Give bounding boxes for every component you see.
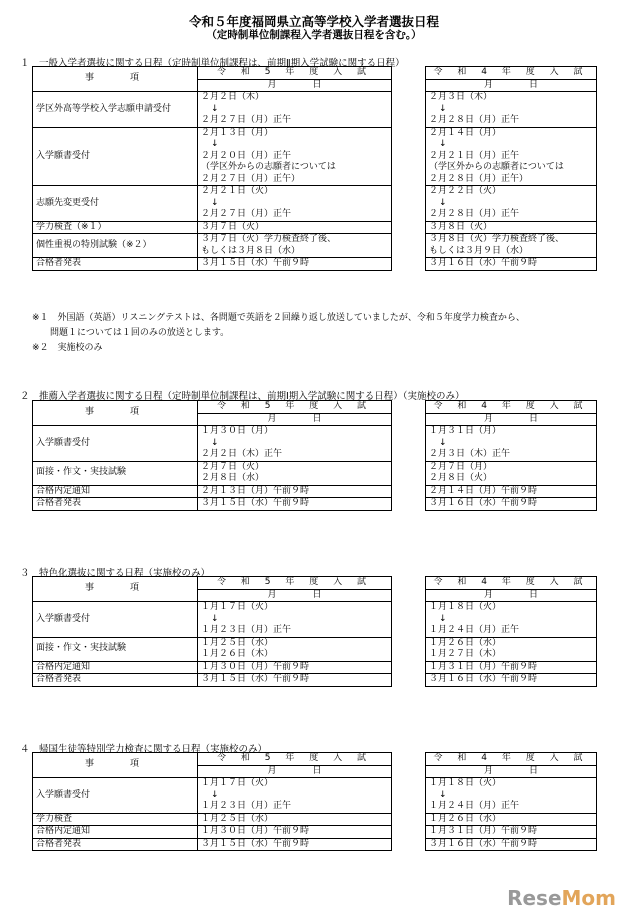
date-r4-line: （学区外からの志願者については [429,162,564,172]
header-date: 月 日 [198,413,392,426]
section-heading: ３ 特色化選抜に関する日程（実施校のみ） [20,568,211,579]
footnote: 問題１については１回のみの放送とします。 [32,328,230,338]
header-r4: 令 和 4 年 度 入 試 [426,753,597,766]
date-r4-line: １月２６日（水） [429,637,502,648]
table-row [426,838,597,851]
page-subtitle: （定時制単位制課程入学者選抜日程を含む。） [206,29,422,41]
row-date-r5 [198,661,392,674]
row-date-r5 [198,813,392,826]
row-item: 合格者発表 [33,258,198,271]
date-r5-line: ３月１５日（水）午前９時 [201,258,310,268]
date-r5-line: １月２６日（木） [201,649,274,659]
table-row [426,234,597,258]
footnote: ※１ 外国語（英語）リスニングテストは、各問題で英語を２回繰り返し放送していましたが、令和５年度学力検査から、 [32,313,525,323]
header-date: 月 日 [426,413,597,426]
row-date-r4 [426,661,597,674]
header-date: 月 日 [198,79,392,92]
row-item: 面接・作文・実技試験 [33,461,198,485]
row-item: 学区外高等学校入学志願申請受付 [33,92,198,128]
row-date-r4 [426,498,597,511]
date-r5-line: ２月２０日（月）正午 [201,150,292,161]
date-r4-line: ２月３日（木）正午 [429,449,511,459]
date-r4-line: ３月１６日（水）午前９時 [429,498,538,508]
header-r5: 令 和 5 年 度 入 試 [198,67,392,80]
date-r5-line: ２月７日（火） [201,461,265,472]
row-item: 合格者発表 [33,498,198,511]
date-r5-line: ２月８日（水） [201,473,265,483]
row-date-r5 [198,186,392,222]
table-row [426,426,597,462]
date-r4-line: ２月２８日（月）正午 [429,209,520,219]
table-row [33,186,392,222]
date-r5-line: ３月１５日（水）午前９時 [201,674,310,684]
date-r5-line: ２月２１日（火） [201,186,274,196]
row-date-r5 [198,826,392,839]
header-date: 月 日 [426,79,597,92]
table-row [33,221,392,234]
row-item: 入学願書受付 [33,127,198,186]
schedule-table-r5 [32,752,392,851]
schedule-table-r4 [425,576,597,687]
date-r4-line: ２月３日（木） [429,92,493,102]
date-r5-line: ３月７日（火）学力検査終了後、 [201,234,337,244]
row-date-r5 [198,426,392,462]
row-date-r4 [426,234,597,258]
table-row [426,826,597,839]
row-date-r5 [198,602,392,638]
table-row [426,258,597,271]
down-arrow-icon: ↓ [439,139,447,149]
table-row [426,602,597,638]
date-r4-line: ３月１６日（水）午前９時 [429,838,538,849]
date-r4-line: ３月８日（火） [429,221,493,232]
down-arrow-icon: ↓ [439,437,447,448]
date-r4-line: １月３１日（月）午前９時 [429,826,538,836]
date-r5-line: ２月２日（木）正午 [201,449,283,459]
date-r5-line: １月２３日（月）正午 [201,625,292,635]
date-r5-line: ２月２７日（月）正午） [201,173,301,184]
header-item: 事 項 [33,753,198,778]
date-r4-line: ３月１６日（水）午前９時 [429,258,538,268]
date-r4-line: ２月２８日（月）正午） [429,173,529,184]
schedule-table-r4 [425,400,597,511]
date-r4-line: １月１８日（火） [429,778,502,788]
date-r4-line: １月３１日（月）午前９時 [429,661,538,672]
down-arrow-icon: ↓ [439,789,447,800]
row-item: 入学願書受付 [33,426,198,462]
section-heading: ４ 帰国生徒等特別学力検査に関する日程（実施校のみ） [20,744,268,755]
row-item: 合格内定通知 [33,661,198,674]
date-r4-line: １月２４日（月）正午 [429,625,520,635]
date-r5-line: １月１７日（火） [201,602,274,612]
table-row [426,92,597,128]
table-row [33,661,392,674]
table-row [33,813,392,826]
table-row [426,637,597,661]
date-r5-line: ３月７日（火） [201,221,265,232]
header-r5: 令 和 5 年 度 入 試 [198,401,392,414]
date-r5-line: ３月１５日（水）午前９時 [201,498,310,508]
table-row [426,461,597,485]
header-r4: 令 和 4 年 度 入 試 [426,401,597,414]
schedule-table-r5 [32,576,392,687]
table-row [33,602,392,638]
header-date: 月 日 [198,765,392,778]
date-r5-line: ２月２日（木） [201,92,265,102]
table-row [426,661,597,674]
table-row [33,778,392,814]
date-r5-line: １月３０日（月）午前９時 [201,661,310,672]
header-item: 事 項 [33,401,198,426]
table-row [33,258,392,271]
date-r5-line: １月３０日（月） [201,426,274,436]
header-r5: 令 和 5 年 度 入 試 [198,753,392,766]
row-date-r4 [426,813,597,826]
date-r4-line: ２月２２日（火） [429,186,502,196]
row-item: 個性重視の特別試験（※２） [33,234,198,258]
schedule-table-r5 [32,400,392,511]
row-item: 合格者発表 [33,674,198,687]
row-date-r5 [198,221,392,234]
row-date-r5 [198,461,392,485]
table-row [33,674,392,687]
row-item: 学力検査 [33,813,198,826]
header-date: 月 日 [426,765,597,778]
date-r5-line: ２月２７日（月）正午 [201,115,292,125]
table-row [33,485,392,498]
down-arrow-icon: ↓ [211,613,219,624]
header-r4: 令 和 4 年 度 入 試 [426,577,597,590]
page-title: 令和５年度福岡県立高等学校入学者選抜日程 [188,14,439,29]
row-date-r4 [426,258,597,271]
date-r5-line: （学区外からの志願者については [201,162,336,172]
row-date-r5 [198,498,392,511]
date-r4-line: ３月８日（火）学力検査終了後、 [429,234,565,244]
date-r5-line: １月２５日（水） [201,813,274,824]
row-item: 入学願書受付 [33,602,198,638]
row-date-r5 [198,127,392,186]
row-date-r5 [198,637,392,661]
row-date-r4 [426,602,597,638]
date-r5-line: １月３０日（月）午前９時 [201,826,310,836]
date-r5-line: ２月１３日（月） [201,127,274,138]
row-date-r4 [426,426,597,462]
date-r5-line: ３月１５日（水）午前９時 [201,838,310,849]
row-date-r4 [426,485,597,498]
schedule-table-r4 [425,752,597,851]
date-r4-line: ２月１４日（月） [429,127,502,138]
date-r4-line: １月２４日（月）正午 [429,801,520,811]
row-date-r4 [426,186,597,222]
row-date-r4 [426,826,597,839]
table-row [33,426,392,462]
date-r5-line: １月２３日（月）正午 [201,801,292,811]
down-arrow-icon: ↓ [439,103,447,114]
row-date-r4 [426,127,597,186]
date-r4-line: ３月１６日（水）午前９時 [429,674,538,684]
row-date-r4 [426,674,597,687]
header-date: 月 日 [426,589,597,602]
header-r4: 令 和 4 年 度 入 試 [426,67,597,80]
row-date-r5 [198,485,392,498]
date-r5-line: ２月１３日（月）午前９時 [201,485,310,496]
row-item: 学力検査（※１） [33,221,198,234]
row-date-r4 [426,461,597,485]
header-item: 事 項 [33,67,198,92]
table-row [33,838,392,851]
date-r4-line: １月２６日（水） [429,813,502,824]
table-row [426,498,597,511]
row-item: 面接・作文・実技試験 [33,637,198,661]
down-arrow-icon: ↓ [439,613,447,624]
down-arrow-icon: ↓ [211,103,219,114]
date-r5-line: １月１７日（火） [201,778,274,788]
date-r4-line: ２月８日（火） [429,473,493,483]
header-r5: 令 和 5 年 度 入 試 [198,577,392,590]
date-r5-line: もしくは３月８日（水） [201,245,301,256]
row-date-r4 [426,637,597,661]
row-date-r5 [198,838,392,851]
footnote: ※２ 実施校のみ [32,343,103,353]
table-row [426,186,597,222]
table-row [426,221,597,234]
row-date-r5 [198,234,392,258]
row-date-r4 [426,92,597,128]
table-row [33,826,392,839]
row-date-r4 [426,221,597,234]
date-r4-line: １月１８日（火） [429,602,502,612]
table-row [33,637,392,661]
date-r5-line: ２月２７日（月）正午 [201,209,292,219]
date-r5-line: １月２５日（水） [201,637,274,648]
row-item: 入学願書受付 [33,778,198,814]
row-date-r5 [198,778,392,814]
table-row [33,92,392,128]
row-item: 合格内定通知 [33,485,198,498]
date-r4-line: ２月２１日（月）正午 [429,150,520,161]
table-row [33,127,392,186]
date-r4-line: ２月１４日（月）午前９時 [429,485,538,496]
table-row [426,485,597,498]
date-r4-line: もしくは３月９日（水） [429,245,529,256]
table-row [426,778,597,814]
section-heading: ２ 推薦入学者選抜に関する日程（定時制単位制課程は、前期Ⅰ期入学試験に関する日程）（実施校のみ） [20,391,465,402]
row-date-r4 [426,838,597,851]
row-date-r5 [198,92,392,128]
row-item: 合格内定通知 [33,826,198,839]
row-date-r5 [198,258,392,271]
section-heading: １ 一般入学者選抜に関する日程（定時制単位制課程は、前期Ⅱ期入学試験に関する日程） [20,58,405,69]
header-item: 事 項 [33,577,198,602]
table-row [426,674,597,687]
table-row [33,461,392,485]
down-arrow-icon: ↓ [211,197,219,208]
row-item: 合格者発表 [33,838,198,851]
date-r4-line: １月３１日（月） [429,426,502,436]
schedule-table-r4 [425,66,597,271]
down-arrow-icon: ↓ [211,437,219,448]
table-row [426,127,597,186]
table-row [33,498,392,511]
resemom-logo: ReseMom [507,886,616,910]
down-arrow-icon: ↓ [211,139,219,149]
date-r4-line: １月２７日（木） [429,649,502,659]
date-r4-line: ２月７日（月） [429,461,493,472]
row-date-r4 [426,778,597,814]
down-arrow-icon: ↓ [211,789,219,800]
down-arrow-icon: ↓ [439,197,447,208]
date-r4-line: ２月２８日（月）正午 [429,115,520,125]
table-row [33,234,392,258]
row-date-r5 [198,674,392,687]
header-date: 月 日 [198,589,392,602]
schedule-table-r5 [32,66,392,271]
table-row [426,813,597,826]
row-item: 志願先変更受付 [33,186,198,222]
